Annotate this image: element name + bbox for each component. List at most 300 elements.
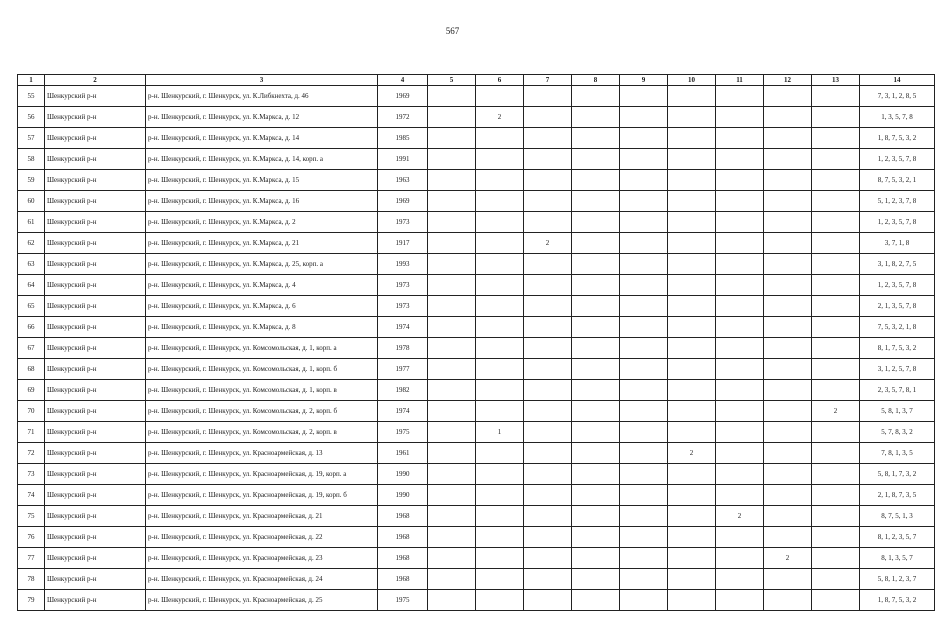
row-number: 67	[18, 338, 45, 359]
year-cell: 1985	[378, 128, 428, 149]
table-row	[18, 506, 935, 527]
col8-cell	[572, 86, 620, 107]
col9-cell	[620, 485, 668, 506]
col13-cell	[812, 464, 860, 485]
district-cell: Шенкурский р-н	[45, 359, 146, 380]
district-cell: Шенкурский р-н	[45, 107, 146, 128]
col5-cell	[428, 548, 476, 569]
address-cell: р-н. Шенкурский, г. Шенкурск, ул. Комсомольская, д. 2, корп. в	[146, 422, 378, 443]
col11-cell	[716, 590, 764, 611]
column-header-10: 10	[668, 75, 716, 86]
address-cell: р-н. Шенкурский, г. Шенкурск, ул. Красноармейская, д. 21	[146, 506, 378, 527]
col8-cell	[572, 275, 620, 296]
col14-cell: 8, 1, 2, 3, 5, 7	[860, 527, 935, 548]
col6-cell	[476, 233, 524, 254]
col11-cell	[716, 464, 764, 485]
address-cell: р-н. Шенкурский, г. Шенкурск, ул. К.Маркса, д. 15	[146, 170, 378, 191]
col13-cell	[812, 359, 860, 380]
district-cell: Шенкурский р-н	[45, 296, 146, 317]
col7-cell	[524, 107, 572, 128]
address-cell: р-н. Шенкурский, г. Шенкурск, ул. Красноармейская, д. 22	[146, 527, 378, 548]
col12-cell	[764, 296, 812, 317]
row-number: 76	[18, 527, 45, 548]
row-number: 71	[18, 422, 45, 443]
year-cell: 1968	[378, 506, 428, 527]
address-cell: р-н. Шенкурский, г. Шенкурск, ул. Комсомольская, д. 1, корп. а	[146, 338, 378, 359]
col5-cell	[428, 359, 476, 380]
year-cell: 1990	[378, 464, 428, 485]
year-cell: 1973	[378, 212, 428, 233]
col13-cell	[812, 548, 860, 569]
col12-cell	[764, 107, 812, 128]
col13-cell	[812, 212, 860, 233]
col13-cell	[812, 590, 860, 611]
col10-cell	[668, 86, 716, 107]
col10-cell	[668, 401, 716, 422]
col7-cell	[524, 275, 572, 296]
col7-cell	[524, 149, 572, 170]
col7-cell	[524, 443, 572, 464]
district-cell: Шенкурский р-н	[45, 317, 146, 338]
col5-cell	[428, 233, 476, 254]
col14-cell: 1, 8, 7, 5, 3, 2	[860, 590, 935, 611]
address-cell: р-н. Шенкурский, г. Шенкурск, ул. Красноармейская, д. 25	[146, 590, 378, 611]
col11-cell	[716, 401, 764, 422]
col11-cell	[716, 233, 764, 254]
col11-cell: 2	[716, 506, 764, 527]
col9-cell	[620, 443, 668, 464]
address-cell: р-н. Шенкурский, г. Шенкурск, ул. Красноармейская, д. 19, корп. б	[146, 485, 378, 506]
col12-cell	[764, 590, 812, 611]
col6-cell	[476, 443, 524, 464]
col14-cell: 8, 1, 3, 5, 7	[860, 548, 935, 569]
col9-cell	[620, 212, 668, 233]
col10-cell	[668, 548, 716, 569]
col10-cell	[668, 296, 716, 317]
row-number: 59	[18, 170, 45, 191]
row-number: 69	[18, 380, 45, 401]
col14-cell: 3, 7, 1, 8	[860, 233, 935, 254]
column-header-9: 9	[620, 75, 668, 86]
table-row	[18, 233, 935, 254]
col12-cell	[764, 317, 812, 338]
col8-cell	[572, 317, 620, 338]
col13-cell	[812, 485, 860, 506]
col7-cell	[524, 548, 572, 569]
col5-cell	[428, 485, 476, 506]
col13-cell	[812, 191, 860, 212]
col13-cell: 2	[812, 401, 860, 422]
table-body	[18, 86, 935, 611]
col13-cell	[812, 380, 860, 401]
row-number: 65	[18, 296, 45, 317]
col5-cell	[428, 443, 476, 464]
col12-cell	[764, 233, 812, 254]
col10-cell	[668, 338, 716, 359]
row-number: 57	[18, 128, 45, 149]
col6-cell	[476, 548, 524, 569]
page-number: 567	[445, 26, 460, 36]
col6-cell	[476, 527, 524, 548]
col12-cell	[764, 380, 812, 401]
col11-cell	[716, 170, 764, 191]
address-cell: р-н. Шенкурский, г. Шенкурск, ул. Красноармейская, д. 19, корп. а	[146, 464, 378, 485]
table-row	[18, 128, 935, 149]
col10-cell	[668, 212, 716, 233]
row-number: 72	[18, 443, 45, 464]
row-number: 60	[18, 191, 45, 212]
year-cell: 1977	[378, 359, 428, 380]
col8-cell	[572, 485, 620, 506]
col11-cell	[716, 107, 764, 128]
col9-cell	[620, 569, 668, 590]
col14-cell: 3, 1, 8, 2, 7, 5	[860, 254, 935, 275]
table-row	[18, 191, 935, 212]
address-cell: р-н. Шенкурский, г. Шенкурск, ул. К.Маркса, д. 14, корп. а	[146, 149, 378, 170]
col8-cell	[572, 338, 620, 359]
district-cell: Шенкурский р-н	[45, 149, 146, 170]
col9-cell	[620, 254, 668, 275]
row-number: 66	[18, 317, 45, 338]
col14-cell: 7, 8, 1, 3, 5	[860, 443, 935, 464]
year-cell: 1975	[378, 422, 428, 443]
col12-cell	[764, 422, 812, 443]
address-cell: р-н. Шенкурский, г. Шенкурск, ул. К.Маркса, д. 12	[146, 107, 378, 128]
col6-cell	[476, 401, 524, 422]
col9-cell	[620, 86, 668, 107]
row-number: 73	[18, 464, 45, 485]
col14-cell: 7, 5, 3, 2, 1, 8	[860, 317, 935, 338]
col9-cell	[620, 548, 668, 569]
address-cell: р-н. Шенкурский, г. Шенкурск, ул. Красноармейская, д. 23	[146, 548, 378, 569]
column-header-6: 6	[476, 75, 524, 86]
col12-cell	[764, 275, 812, 296]
col7-cell	[524, 590, 572, 611]
col9-cell	[620, 233, 668, 254]
table-row	[18, 548, 935, 569]
col9-cell	[620, 170, 668, 191]
col7-cell: 2	[524, 233, 572, 254]
year-cell: 1917	[378, 233, 428, 254]
col9-cell	[620, 107, 668, 128]
table-row	[18, 107, 935, 128]
row-number: 63	[18, 254, 45, 275]
address-cell: р-н. Шенкурский, г. Шенкурск, ул. К.Маркса, д. 16	[146, 191, 378, 212]
col13-cell	[812, 233, 860, 254]
col6-cell	[476, 338, 524, 359]
col6-cell	[476, 380, 524, 401]
year-cell: 1968	[378, 548, 428, 569]
col9-cell	[620, 191, 668, 212]
col6-cell	[476, 590, 524, 611]
column-header-13: 13	[812, 75, 860, 86]
table-row	[18, 86, 935, 107]
col12-cell: 2	[764, 548, 812, 569]
col9-cell	[620, 149, 668, 170]
col6-cell	[476, 254, 524, 275]
col8-cell	[572, 506, 620, 527]
year-cell: 1969	[378, 191, 428, 212]
col5-cell	[428, 422, 476, 443]
col5-cell	[428, 464, 476, 485]
col6-cell	[476, 485, 524, 506]
col8-cell	[572, 422, 620, 443]
col5-cell	[428, 569, 476, 590]
col12-cell	[764, 338, 812, 359]
col13-cell	[812, 506, 860, 527]
col7-cell	[524, 485, 572, 506]
col7-cell	[524, 296, 572, 317]
col5-cell	[428, 149, 476, 170]
col12-cell	[764, 128, 812, 149]
table-row	[18, 380, 935, 401]
address-cell: р-н. Шенкурский, г. Шенкурск, ул. К.Маркса, д. 21	[146, 233, 378, 254]
address-cell: р-н. Шенкурский, г. Шенкурск, ул. Комсомольская, д. 1, корп. б	[146, 359, 378, 380]
col13-cell	[812, 86, 860, 107]
col5-cell	[428, 254, 476, 275]
col7-cell	[524, 464, 572, 485]
table-row	[18, 254, 935, 275]
col5-cell	[428, 401, 476, 422]
col9-cell	[620, 527, 668, 548]
col9-cell	[620, 317, 668, 338]
col14-cell: 2, 3, 5, 7, 8, 1	[860, 380, 935, 401]
col7-cell	[524, 401, 572, 422]
col5-cell	[428, 191, 476, 212]
col12-cell	[764, 191, 812, 212]
col13-cell	[812, 107, 860, 128]
col10-cell	[668, 380, 716, 401]
col7-cell	[524, 317, 572, 338]
col14-cell: 5, 8, 1, 7, 3, 2	[860, 464, 935, 485]
table-row	[18, 275, 935, 296]
col11-cell	[716, 317, 764, 338]
column-header-12: 12	[764, 75, 812, 86]
row-number: 55	[18, 86, 45, 107]
col13-cell	[812, 527, 860, 548]
address-cell: р-н. Шенкурский, г. Шенкурск, ул. Красноармейская, д. 13	[146, 443, 378, 464]
col5-cell	[428, 128, 476, 149]
col11-cell	[716, 527, 764, 548]
col6-cell	[476, 170, 524, 191]
row-number: 70	[18, 401, 45, 422]
col7-cell	[524, 506, 572, 527]
row-number: 61	[18, 212, 45, 233]
row-number: 56	[18, 107, 45, 128]
year-cell: 1978	[378, 338, 428, 359]
col9-cell	[620, 296, 668, 317]
col12-cell	[764, 149, 812, 170]
col11-cell	[716, 485, 764, 506]
column-header-8: 8	[572, 75, 620, 86]
col14-cell: 5, 8, 1, 2, 3, 7	[860, 569, 935, 590]
col11-cell	[716, 569, 764, 590]
col13-cell	[812, 275, 860, 296]
district-cell: Шенкурский р-н	[45, 527, 146, 548]
col12-cell	[764, 485, 812, 506]
col11-cell	[716, 128, 764, 149]
col5-cell	[428, 317, 476, 338]
col8-cell	[572, 296, 620, 317]
table-row	[18, 338, 935, 359]
col13-cell	[812, 254, 860, 275]
col14-cell: 8, 1, 7, 5, 3, 2	[860, 338, 935, 359]
col11-cell	[716, 359, 764, 380]
col6-cell	[476, 191, 524, 212]
col12-cell	[764, 170, 812, 191]
col14-cell: 1, 2, 3, 5, 7, 8	[860, 275, 935, 296]
district-cell: Шенкурский р-н	[45, 401, 146, 422]
column-header-11: 11	[716, 75, 764, 86]
col8-cell	[572, 212, 620, 233]
district-cell: Шенкурский р-н	[45, 590, 146, 611]
row-number: 79	[18, 590, 45, 611]
year-cell: 1968	[378, 527, 428, 548]
col10-cell	[668, 191, 716, 212]
col9-cell	[620, 590, 668, 611]
row-number: 68	[18, 359, 45, 380]
district-cell: Шенкурский р-н	[45, 170, 146, 191]
year-cell: 1961	[378, 443, 428, 464]
address-cell: р-н. Шенкурский, г. Шенкурск, ул. Комсомольская, д. 2, корп. б	[146, 401, 378, 422]
col11-cell	[716, 443, 764, 464]
col10-cell	[668, 569, 716, 590]
district-cell: Шенкурский р-н	[45, 86, 146, 107]
table-row	[18, 212, 935, 233]
col8-cell	[572, 191, 620, 212]
col14-cell: 2, 1, 8, 7, 3, 5	[860, 485, 935, 506]
col11-cell	[716, 548, 764, 569]
row-number: 64	[18, 275, 45, 296]
col12-cell	[764, 527, 812, 548]
col9-cell	[620, 422, 668, 443]
col10-cell	[668, 527, 716, 548]
year-cell: 1974	[378, 317, 428, 338]
col14-cell: 5, 8, 1, 3, 7	[860, 401, 935, 422]
col13-cell	[812, 296, 860, 317]
col8-cell	[572, 149, 620, 170]
table-row	[18, 485, 935, 506]
district-cell: Шенкурский р-н	[45, 485, 146, 506]
col7-cell	[524, 86, 572, 107]
column-header-5: 5	[428, 75, 476, 86]
district-cell: Шенкурский р-н	[45, 212, 146, 233]
col7-cell	[524, 380, 572, 401]
col13-cell	[812, 443, 860, 464]
address-cell: р-н. Шенкурский, г. Шенкурск, ул. К.Маркса, д. 14	[146, 128, 378, 149]
row-number: 62	[18, 233, 45, 254]
col9-cell	[620, 401, 668, 422]
column-header-7: 7	[524, 75, 572, 86]
col14-cell: 1, 3, 5, 7, 8	[860, 107, 935, 128]
col14-cell: 8, 7, 5, 1, 3	[860, 506, 935, 527]
year-cell: 1973	[378, 296, 428, 317]
col10-cell	[668, 128, 716, 149]
year-cell: 1993	[378, 254, 428, 275]
register-table	[17, 74, 935, 611]
col8-cell	[572, 380, 620, 401]
col5-cell	[428, 107, 476, 128]
col12-cell	[764, 443, 812, 464]
address-cell: р-н. Шенкурский, г. Шенкурск, ул. К.Либкнехта, д. 46	[146, 86, 378, 107]
table-row	[18, 170, 935, 191]
col9-cell	[620, 464, 668, 485]
col5-cell	[428, 506, 476, 527]
col6-cell: 1	[476, 422, 524, 443]
col14-cell: 1, 2, 3, 5, 7, 8	[860, 149, 935, 170]
year-cell: 1982	[378, 380, 428, 401]
address-cell: р-н. Шенкурский, г. Шенкурск, ул. К.Маркса, д. 8	[146, 317, 378, 338]
column-header-14: 14	[860, 75, 935, 86]
col5-cell	[428, 338, 476, 359]
col13-cell	[812, 317, 860, 338]
col6-cell	[476, 128, 524, 149]
col11-cell	[716, 86, 764, 107]
district-cell: Шенкурский р-н	[45, 380, 146, 401]
col5-cell	[428, 527, 476, 548]
district-cell: Шенкурский р-н	[45, 506, 146, 527]
year-cell: 1990	[378, 485, 428, 506]
col5-cell	[428, 590, 476, 611]
col11-cell	[716, 149, 764, 170]
col8-cell	[572, 590, 620, 611]
col12-cell	[764, 569, 812, 590]
col9-cell	[620, 506, 668, 527]
col9-cell	[620, 338, 668, 359]
col10-cell	[668, 485, 716, 506]
address-cell: р-н. Шенкурский, г. Шенкурск, ул. К.Маркса, д. 25, корп. а	[146, 254, 378, 275]
col14-cell: 5, 1, 2, 3, 7, 8	[860, 191, 935, 212]
col7-cell	[524, 254, 572, 275]
col10-cell	[668, 590, 716, 611]
year-cell: 1963	[378, 170, 428, 191]
col11-cell	[716, 296, 764, 317]
table-header	[18, 75, 935, 86]
col10-cell	[668, 422, 716, 443]
col14-cell: 1, 2, 3, 5, 7, 8	[860, 212, 935, 233]
col13-cell	[812, 569, 860, 590]
year-cell: 1991	[378, 149, 428, 170]
table-row	[18, 590, 935, 611]
year-cell: 1973	[378, 275, 428, 296]
col10-cell	[668, 149, 716, 170]
table-row	[18, 569, 935, 590]
address-cell: р-н. Шенкурский, г. Шенкурск, ул. Красноармейская, д. 24	[146, 569, 378, 590]
address-cell: р-н. Шенкурский, г. Шенкурск, ул. К.Маркса, д. 2	[146, 212, 378, 233]
col6-cell	[476, 359, 524, 380]
row-number: 75	[18, 506, 45, 527]
col7-cell	[524, 170, 572, 191]
col6-cell	[476, 296, 524, 317]
col8-cell	[572, 359, 620, 380]
col6-cell	[476, 317, 524, 338]
col7-cell	[524, 338, 572, 359]
col13-cell	[812, 149, 860, 170]
col5-cell	[428, 380, 476, 401]
district-cell: Шенкурский р-н	[45, 569, 146, 590]
col11-cell	[716, 191, 764, 212]
col14-cell: 3, 1, 2, 5, 7, 8	[860, 359, 935, 380]
col12-cell	[764, 506, 812, 527]
col8-cell	[572, 128, 620, 149]
col9-cell	[620, 359, 668, 380]
district-cell: Шенкурский р-н	[45, 464, 146, 485]
col8-cell	[572, 527, 620, 548]
col11-cell	[716, 422, 764, 443]
col9-cell	[620, 275, 668, 296]
col8-cell	[572, 254, 620, 275]
col14-cell: 7, 3, 1, 2, 8, 5	[860, 86, 935, 107]
